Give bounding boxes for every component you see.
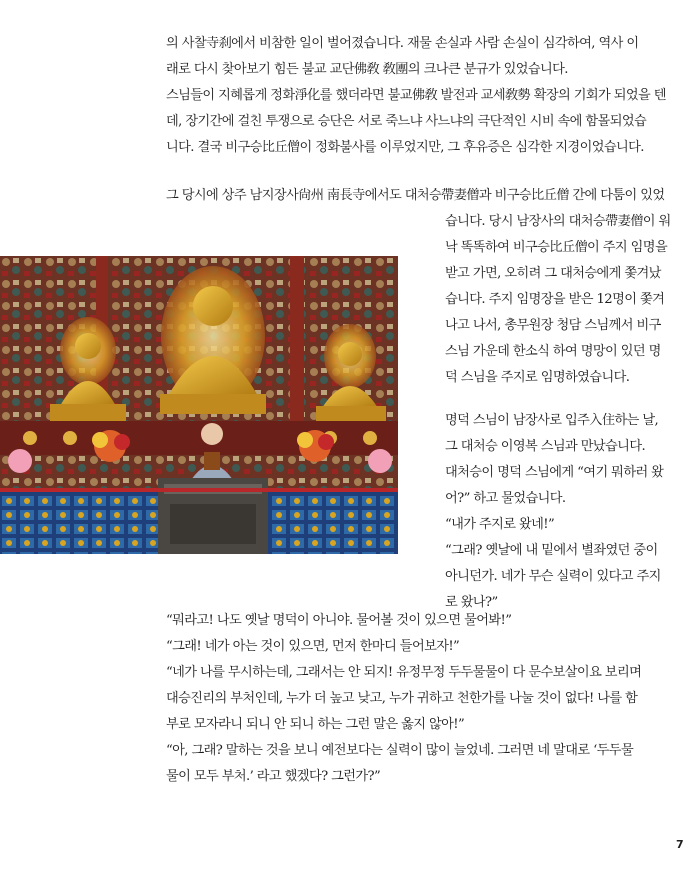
text-line: “그래? 옛날에 내 밑에서 별좌였던 중이: [445, 543, 658, 558]
text-line: 습니다. 당시 남장사의 대처승帶妻僧이 워: [445, 214, 671, 229]
text-line: 니다. 결국 비구승比丘僧이 정화불사를 이루었지만, 그 후유증은 심각한 지경이었습니다.: [166, 140, 644, 155]
text-line: 의 사찰寺刹에서 비참한 일이 벌어졌습니다. 재물 손실과 사람 손실이 심각하여, 역사 이: [166, 36, 639, 51]
text-line: 그 당시에 상주 남지장사尙州 南長寺에서도 대처승帶妻僧과 비구승比丘僧 간에 다툼이 있었: [166, 188, 665, 203]
text-line: “그래! 네가 아는 것이 있으면, 먼저 한마디 들어보자!”: [166, 639, 460, 654]
temple-altar-photo: [0, 256, 398, 554]
paragraph-namjangsa-first-line: [166, 183, 688, 209]
text-line: 대승진리의 부처인데, 누가 더 높고 낮고, 누가 귀하고 천한가를 나눌 것이 없다! 나를 함: [166, 691, 638, 706]
paragraph-meeting: [445, 408, 690, 616]
text-line: 물이 모두 부처.’ 라고 했겠다? 그런가?”: [166, 769, 381, 784]
text-line: “아, 그래? 말하는 것을 보니 예전보다는 실력이 많이 늘었네. 그러면 네 말대로 ‘두두물: [166, 743, 634, 758]
text-line: 어?” 하고 물었습니다.: [445, 491, 566, 506]
text-line: “네가 나를 무시하는데, 그래서는 안 되지! 유정무정 두두물물이 다 문수보살이요 보리며: [166, 665, 642, 680]
text-line: 대처승이 명덕 스님에게 “여기 뭐하러 왔: [445, 465, 664, 480]
text-line: 명덕 스님이 남장사로 입주入住하는 날,: [445, 413, 659, 428]
text-line: 로 왔나?”: [445, 595, 498, 610]
text-line: 스님들이 지혜롭게 정화淨化를 했더라면 불교佛敎 발전과 교세敎勢 확장의 기회가 되었을 텐: [166, 88, 666, 103]
text-line: 스님 가운데 한소식 하여 명망이 있던 명: [445, 344, 661, 359]
text-line: “내가 주지로 왔네!”: [445, 517, 555, 532]
paragraph-intro: [166, 31, 688, 83]
text-line: 데, 장기간에 걸친 투쟁으로 승단은 서로 죽느냐 사느냐의 극단적인 시비 속에 함몰되었습: [166, 114, 647, 129]
text-line: 받고 가면, 오히려 그 대처승에게 쫓겨났: [445, 266, 661, 281]
paragraph-dialogue: [166, 608, 688, 790]
text-line: 낙 똑똑하여 비구승比丘僧이 주지 임명을: [445, 240, 668, 255]
text-line: 그 대처승 이영복 스님과 만났습니다.: [445, 439, 646, 454]
paragraph-purification: [166, 83, 688, 161]
text-line: 나고 나서, 총무원장 청담 스님께서 비구: [445, 318, 661, 333]
text-line: 아니던가. 네가 무슨 실력이 있다고 주지: [445, 569, 661, 584]
text-line: 래로 다시 찾아보기 힘든 불교 교단佛敎 敎團의 크나큰 분규가 있었습니다.: [166, 62, 568, 77]
paragraph-namjangsa: [445, 209, 690, 391]
page-number: 7: [676, 838, 684, 851]
text-line: 덕 스님을 주지로 임명하였습니다.: [445, 370, 630, 385]
text-line: “뭐라고! 나도 옛날 명덕이 아니야. 물어볼 것이 있으면 물어봐!”: [166, 613, 512, 628]
text-line: 습니다. 주지 임명장을 받은 12명이 쫓겨: [445, 292, 665, 307]
text-line: 부로 모자라니 되니 안 되니 하는 그런 말은 옳지 않아!”: [166, 717, 465, 732]
